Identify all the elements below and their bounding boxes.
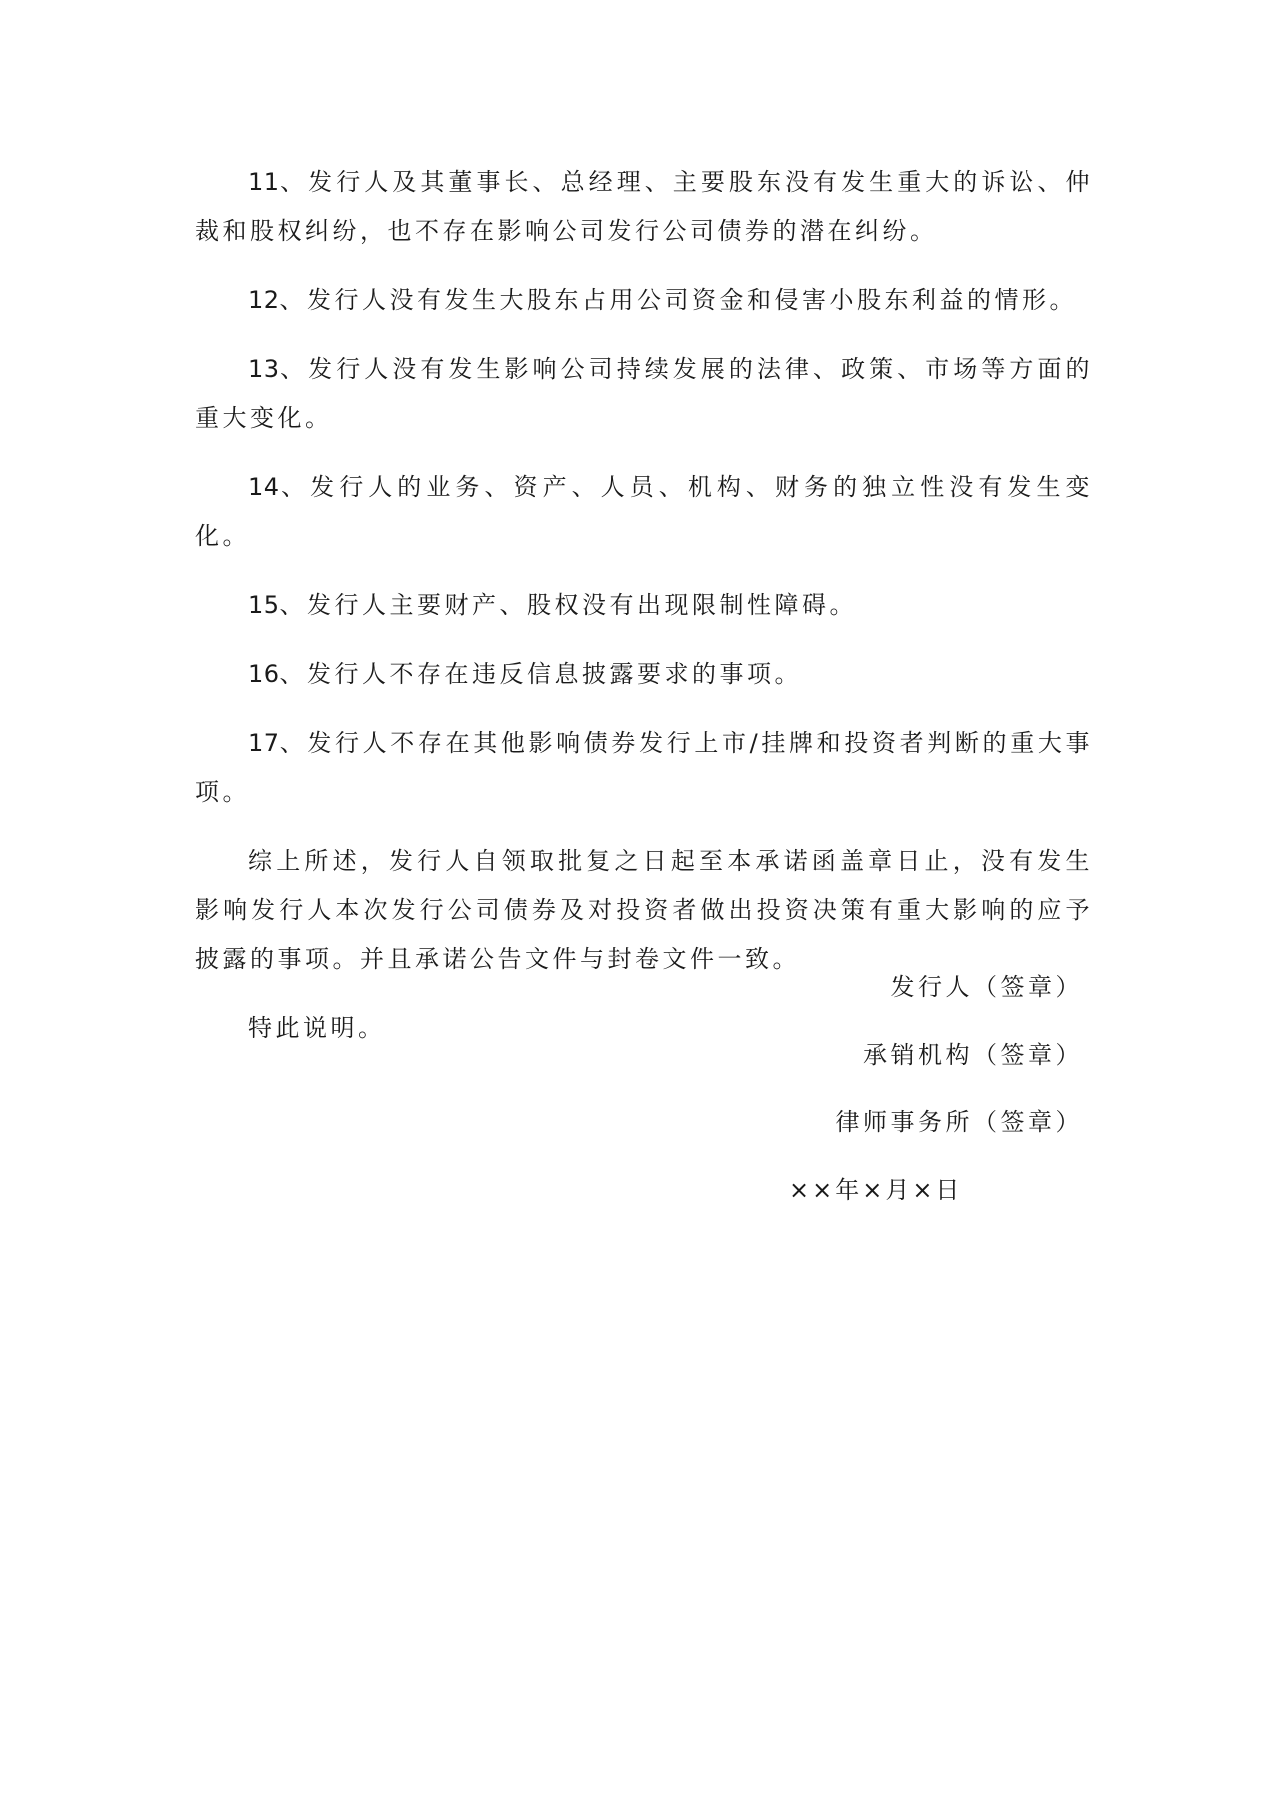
clause-number: 16 [248, 660, 280, 688]
underwriter-signature: 承销机构（签章） [863, 1041, 1083, 1069]
clause-number: 14 [248, 473, 280, 501]
clause-16 [195, 650, 1093, 699]
clause-number: 12 [248, 286, 280, 314]
clause-number: 15 [248, 591, 280, 619]
clause-11 [195, 158, 1093, 256]
clause-text: 、发行人主要财产、股权没有出现限制性障碍。 [279, 591, 858, 619]
clause-17 [195, 719, 1093, 817]
clause-text: 、发行人的业务、资产、人员、机构、财务的独立性没有发生变化。 [195, 473, 1093, 550]
document-date: ××年×月×日 [789, 1176, 963, 1204]
clause-number: 11 [248, 168, 280, 196]
clause-14 [195, 463, 1093, 561]
issuer-signature: 发行人（签章） [890, 973, 1083, 1001]
clause-number: 17 [248, 729, 280, 757]
closing-statement: 特此说明。 [248, 1014, 386, 1042]
summary-paragraph: 综上所述，发行人自领取批复之日起至本承诺函盖章日止，没有发生影响发行人本次发行公司债券及对投资者做出投资决策有重大影响的应予披露的事项。并且承诺公告文件与封卷文件一致。 [195, 847, 1093, 973]
clause-text: 、发行人没有发生影响公司持续发展的法律、政策、市场等方面的重大变化。 [195, 355, 1093, 432]
clause-text: 、发行人没有发生大股东占用公司资金和侵害小股东利益的情形。 [279, 286, 1078, 314]
clause-15 [195, 581, 1093, 630]
law-firm-signature: 律师事务所（签章） [835, 1108, 1083, 1136]
document-body [195, 158, 1093, 1073]
clause-text: 、发行人不存在其他影响债券发行上市/挂牌和投资者判断的重大事项。 [195, 729, 1093, 806]
clause-number: 13 [248, 355, 280, 383]
clause-text: 、发行人及其董事长、总经理、主要股东没有发生重大的诉讼、仲裁和股权纠纷，也不存在影响公司发行公司债券的潜在纠纷。 [195, 168, 1093, 245]
clause-13 [195, 345, 1093, 443]
clause-text: 、发行人不存在违反信息披露要求的事项。 [279, 660, 803, 688]
clause-12 [195, 276, 1093, 325]
